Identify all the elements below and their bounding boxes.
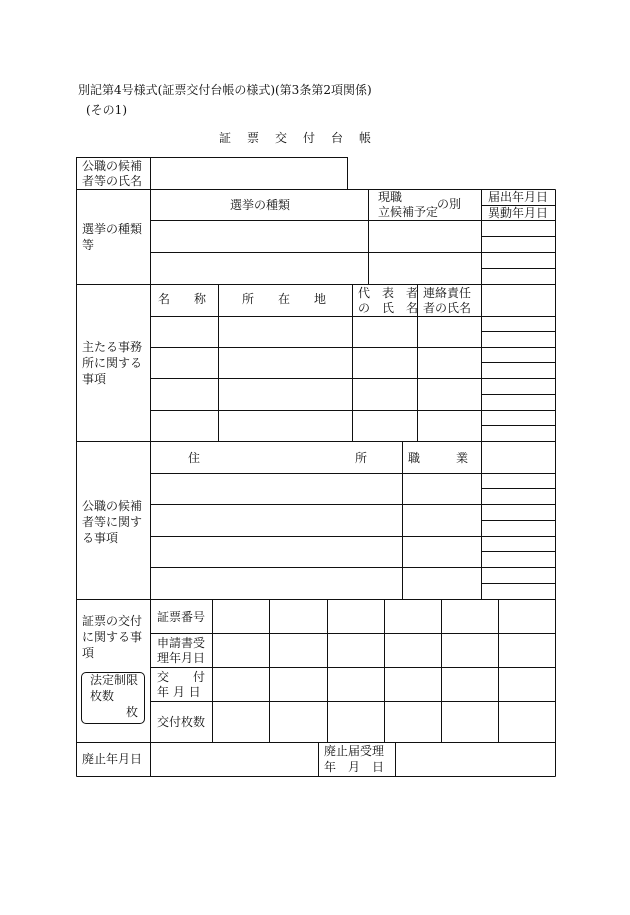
row-receipt-line1: 申請書受	[157, 636, 206, 650]
col-address-1: 住	[188, 451, 201, 465]
form-subtitle: (その1)	[86, 103, 127, 117]
col-office-location: 所 在 地	[242, 292, 327, 306]
election-label-line1: 選挙の種類	[82, 222, 143, 236]
certificate-label-line3: 項	[82, 646, 95, 660]
certificate-label-line2: に関する事	[82, 630, 143, 644]
abolish-receipt-line1: 廃止届受理	[324, 744, 385, 758]
ledger-title: 証 票 交 付 台 帳	[219, 131, 374, 145]
row-issue-line1: 交 付	[157, 670, 206, 684]
col-election-type: 選挙の種類	[230, 198, 291, 212]
col-address-2: 所	[355, 451, 368, 465]
col-status-line1: 現職	[378, 190, 403, 204]
office-label-line3: 事項	[82, 372, 107, 386]
legal-limit-line2: 枚数	[90, 689, 115, 703]
election-label-line2: 等	[82, 238, 95, 252]
row-certificate-number: 証票番号	[157, 610, 206, 624]
col-status-suffix: の別	[437, 197, 462, 211]
col-contact-line2: 者の氏名	[423, 301, 472, 315]
legal-limit-line1: 法定制限	[90, 673, 139, 687]
col-rep-line2: の 氏 名	[358, 301, 419, 315]
col-office-name: 名 称	[158, 292, 207, 306]
office-label-line1: 主たる事務	[82, 340, 143, 354]
certificate-label-line1: 証票の交付	[82, 614, 143, 628]
candidate-label-line1: 公職の候補	[82, 499, 143, 513]
candidate-label-line3: る事項	[82, 531, 119, 545]
col-rep-line1: 代 表 者	[358, 286, 419, 300]
abolish-date-label: 廃止年月日	[82, 752, 143, 766]
name-label-line1: 公職の候補	[82, 159, 143, 173]
form-title: 別記第4号様式(証票交付台帳の様式)(第3条第2項関係)	[78, 83, 372, 97]
row-receipt-line2: 理年月日	[157, 651, 206, 665]
col-status-line2: 立候補予定	[378, 205, 439, 219]
row-issue-line2: 年 月 日	[157, 685, 201, 699]
candidate-label-line2: 者等に関す	[82, 515, 143, 529]
name-label-line2: 者等の氏名	[82, 174, 143, 188]
col-occupation: 職 業	[408, 451, 469, 465]
legal-limit-unit: 枚	[126, 705, 139, 719]
row-issue-count: 交付枚数	[157, 715, 206, 729]
col-date-line1: 届出年月日	[488, 190, 549, 204]
col-date-line2: 異動年月日	[488, 206, 549, 220]
abolish-receipt-line2: 年 月 日	[324, 760, 385, 774]
col-contact-line1: 連絡責任	[423, 286, 472, 300]
office-label-line2: 所に関する	[82, 356, 143, 370]
